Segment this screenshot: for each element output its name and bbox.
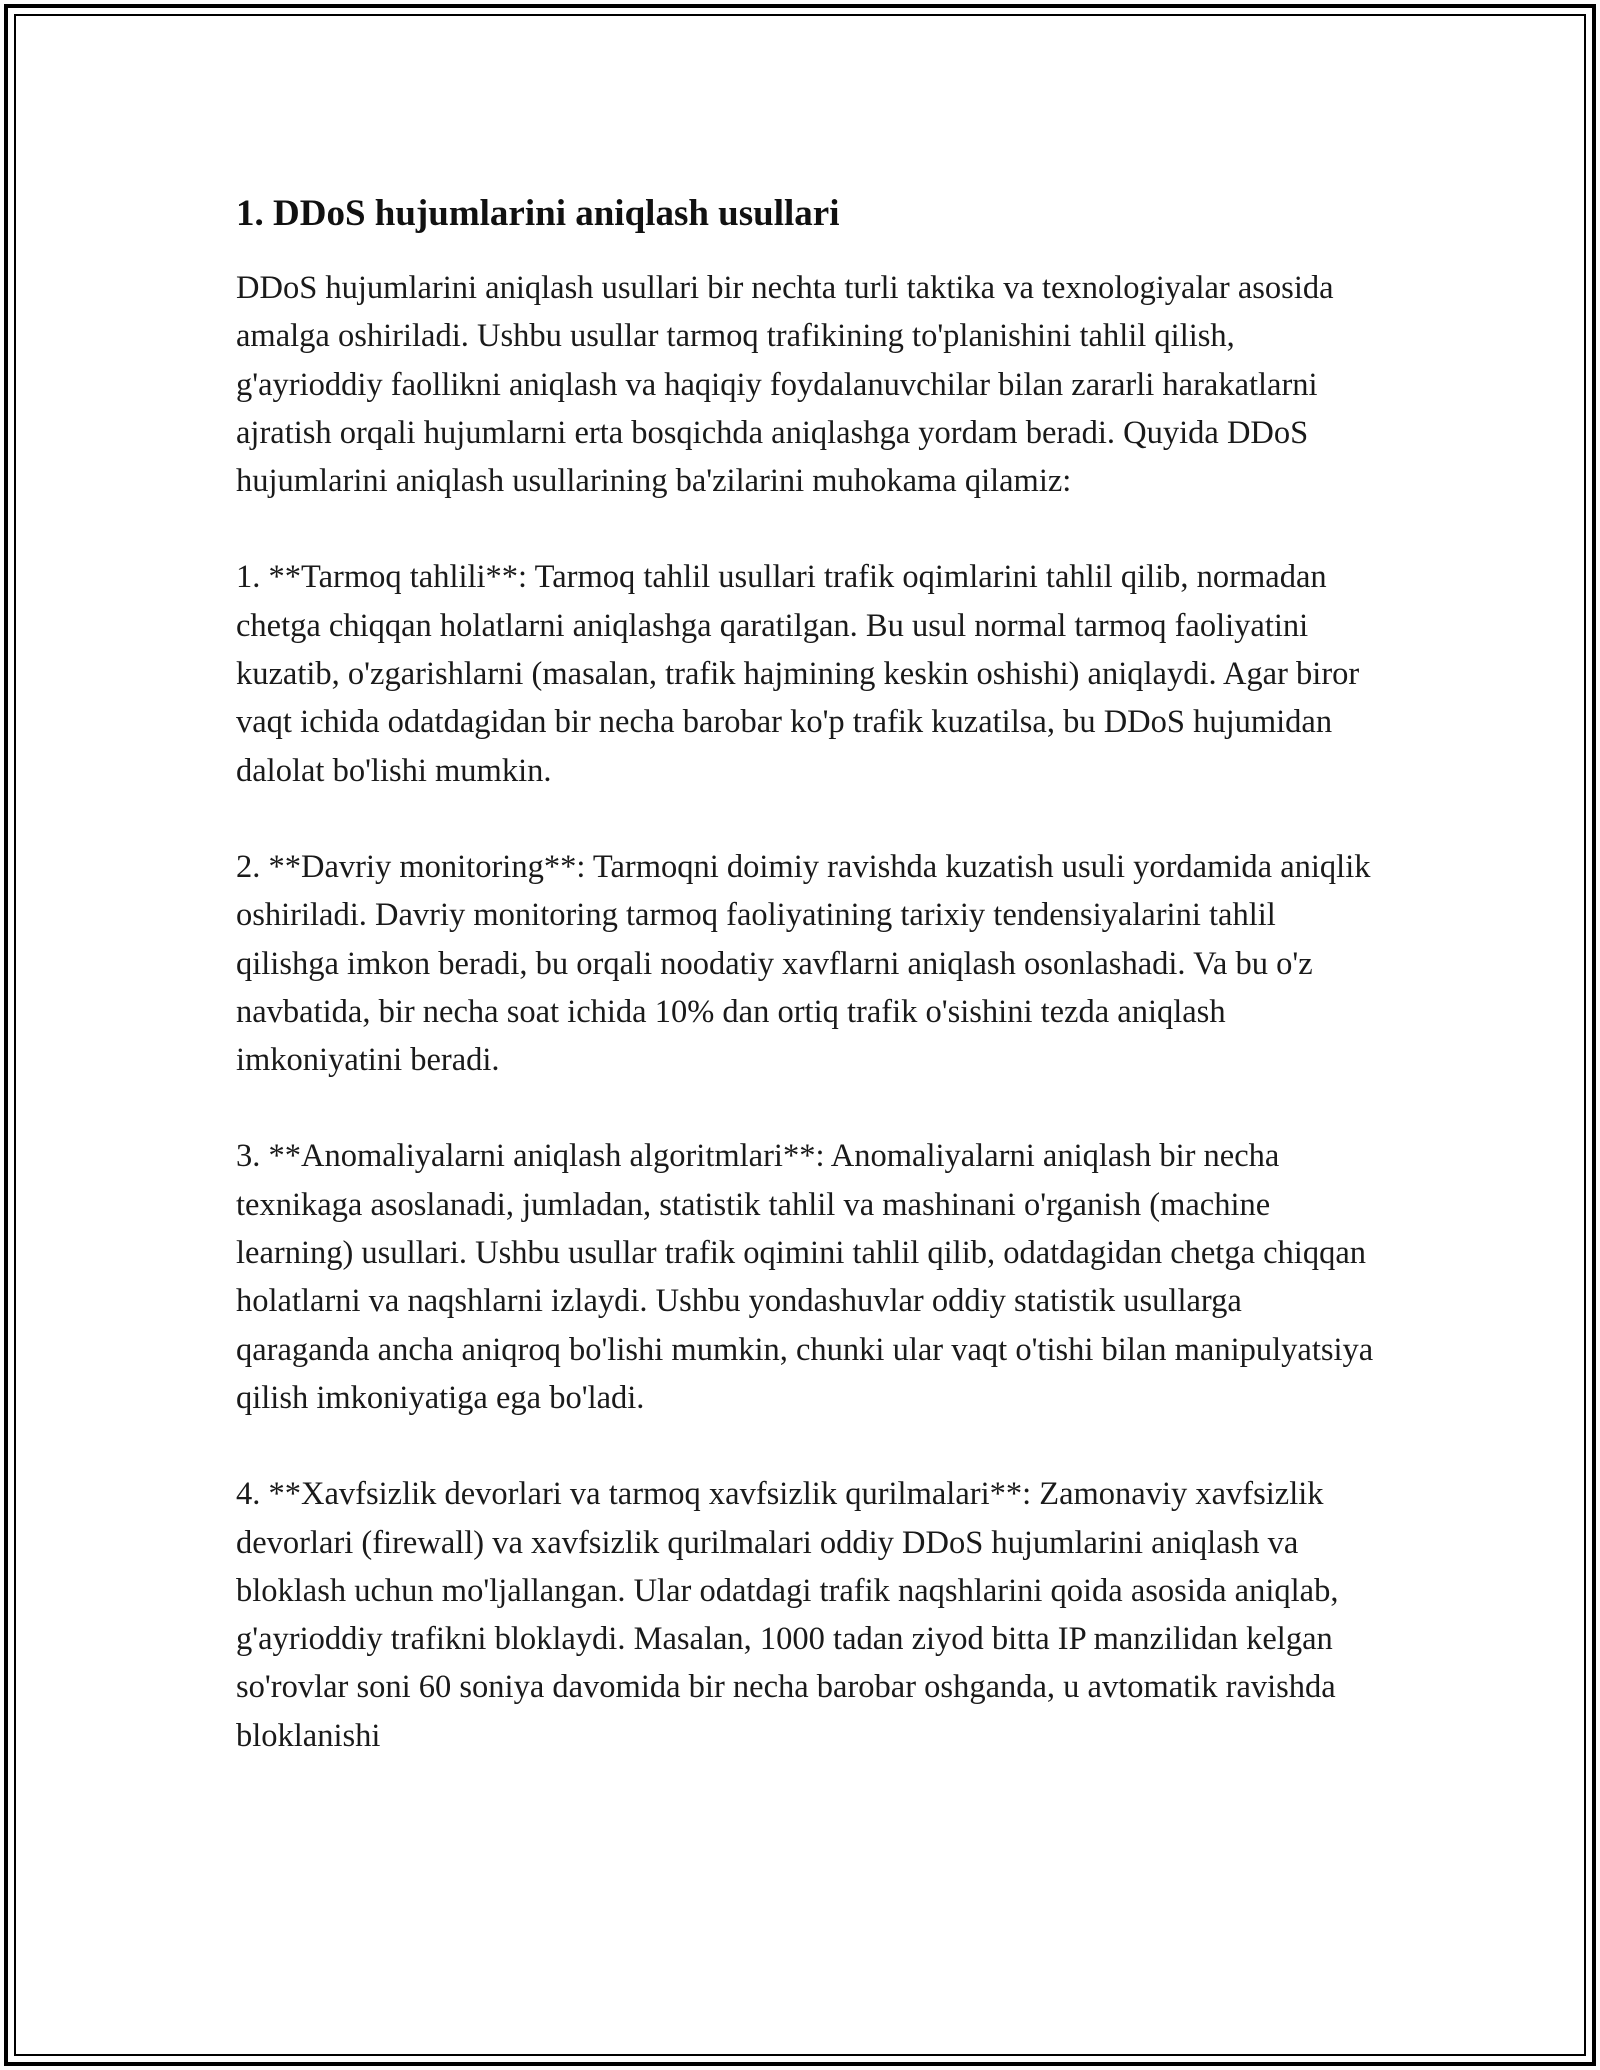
list-item-network-analysis: 1. **Tarmoq tahlili**: Tarmoq tahlil usullari trafik oqimlarini tahlil qilib, normadan chetga chiqqan holatlarni aniqlashga qaratilgan. Bu usul normal tarmoq faoliyatini kuzatib, o'zgarishlarni (masalan, trafik hajmining keskin oshishi) aniqlaydi. Agar biror vaqt ichida odatdagidan bir necha barobar ko'p trafik kuzatilsa, bu DDoS hujumidan dalolat bo'lishi mumkin.	[236, 559, 1360, 789]
list-item-anomaly-detection: 3. **Anomaliyalarni aniqlash algoritmlari**: Anomaliyalarni aniqlash bir necha texnikaga asoslanadi, jumladan, statistik tahlil va mashinani o'rganish (machine learning) usullari. Ushbu usullar trafik oqimini tahlil qilib, odatdagidan chetga chiqqan holatlarni va naqshlarni izlaydi. Ushbu yondashuvlar oddiy statistik usullarga qaraganda ancha aniqroq bo'lishi mumkin, chunki ular vaqt o'tishi bilan manipulyatsiya qilish imkoniyatiga ega bo'ladi.	[236, 1138, 1374, 1416]
intro-paragraph: DDoS hujumlarini aniqlash usullari bir nechta turli taktika va texnologiyalar asosida amalga oshiriladi. Ushbu usullar tarmoq trafikining to'planishini tahlil qilish, g'ayrioddiy faollikni aniqlash va haqiqiy foydalanuvchilar bilan zararli harakatlarni ajratish orqali hujumlarni erta bosqichda aniqlashga yordam beradi. Quyida DDoS hujumlarini aniqlash usullarining ba'zilarini muhokama qilamiz:	[236, 270, 1334, 500]
document-body	[236, 186, 1376, 1808]
section-heading: 1. DDoS hujumlarini aniqlash usullari	[236, 193, 840, 234]
list-item-periodic-monitoring: 2. **Davriy monitoring**: Tarmoqni doimiy ravishda kuzatish usuli yordamida aniqlik oshiriladi. Davriy monitoring tarmoq faoliyatining tarixiy tendensiyalarini tahlil qilishga imkon beradi, bu orqali noodatiy xavflarni aniqlash osonlashadi. Va bu o'z navbatida, bir necha soat ichida 10% dan ortiq trafik o'sishini tezda aniqlash imkoniyatini beradi.	[236, 848, 1371, 1079]
list-item-firewalls: 4. **Xavfsizlik devorlari va tarmoq xavfsizlik qurilmalari**: Zamonaviy xavfsizlik devorlari (firewall) va xavfsizlik qurilmalari oddiy DDoS hujumlarini aniqlash va bloklash uchun mo'ljallangan. Ular odatdagi trafik naqshlarini qoida asosida aniqlab, g'ayrioddiy trafikni bloklaydi. Masalan, 1000 tadan ziyod bitta IP manzilidan kelgan so'rovlar soni 60 soniya davomida bir necha barobar oshganda, u avtomatik ravishda bloklanishi	[236, 1476, 1339, 1754]
